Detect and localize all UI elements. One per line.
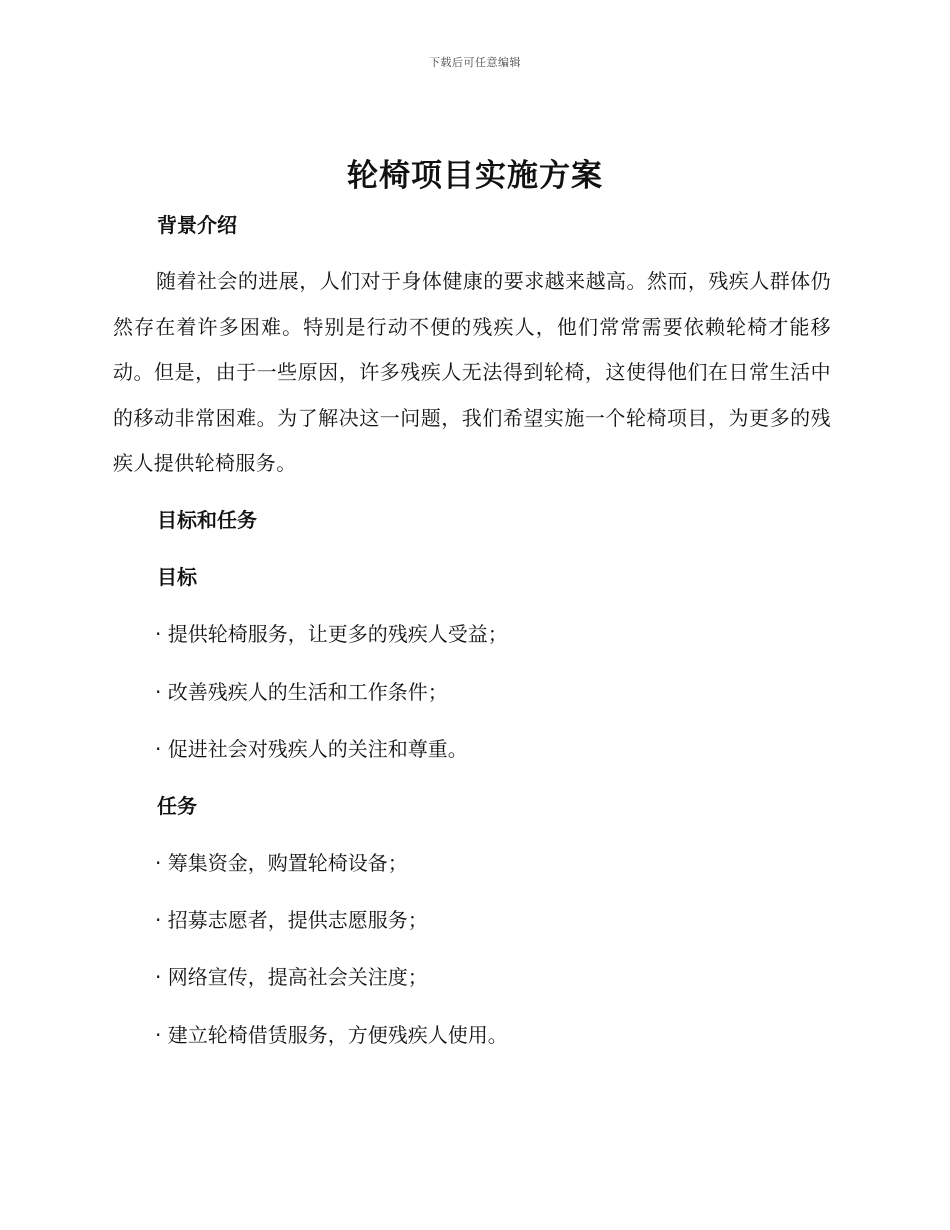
subheading-goals: 目标 (157, 565, 197, 589)
task-item: · 建立轮椅借赁服务，方便残疾人使用。 (155, 1023, 508, 1047)
goal-item: · 促进社会对残疾人的关注和尊重。 (155, 737, 468, 761)
section-heading-goals-tasks: 目标和任务 (157, 508, 257, 532)
goal-item: · 改善残疾人的生活和工作条件； (155, 680, 448, 704)
goal-item: · 提供轮椅服务，让更多的残疾人受益； (155, 622, 508, 646)
task-item: · 招募志愿者，提供志愿服务； (155, 908, 428, 932)
background-paragraph: 随着社会的进展，人们对于身体健康的要求越来越高。然而，残疾人群体仍然存在着许多困难。特别是行动不便的残疾人，他们常常需要依赖轮椅才能移动。但是，由于一些原因，许多残疾人无法得到轮椅，这使得他们在日常生活中的移动非常困难。为了解决这一问题，我们希望实施一个轮椅项目，为更多的残疾人提供轮椅服务。 (113, 269, 831, 475)
task-item: · 筹集资金，购置轮椅设备； (155, 851, 408, 875)
subheading-tasks: 任务 (157, 794, 197, 818)
page-header: 下载后可任意编辑 (429, 56, 521, 69)
section-heading-background: 背景介绍 (157, 213, 237, 237)
task-item: · 网络宣传，提高社会关注度； (155, 965, 428, 989)
document-title: 轮椅项目实施方案 (347, 158, 603, 194)
